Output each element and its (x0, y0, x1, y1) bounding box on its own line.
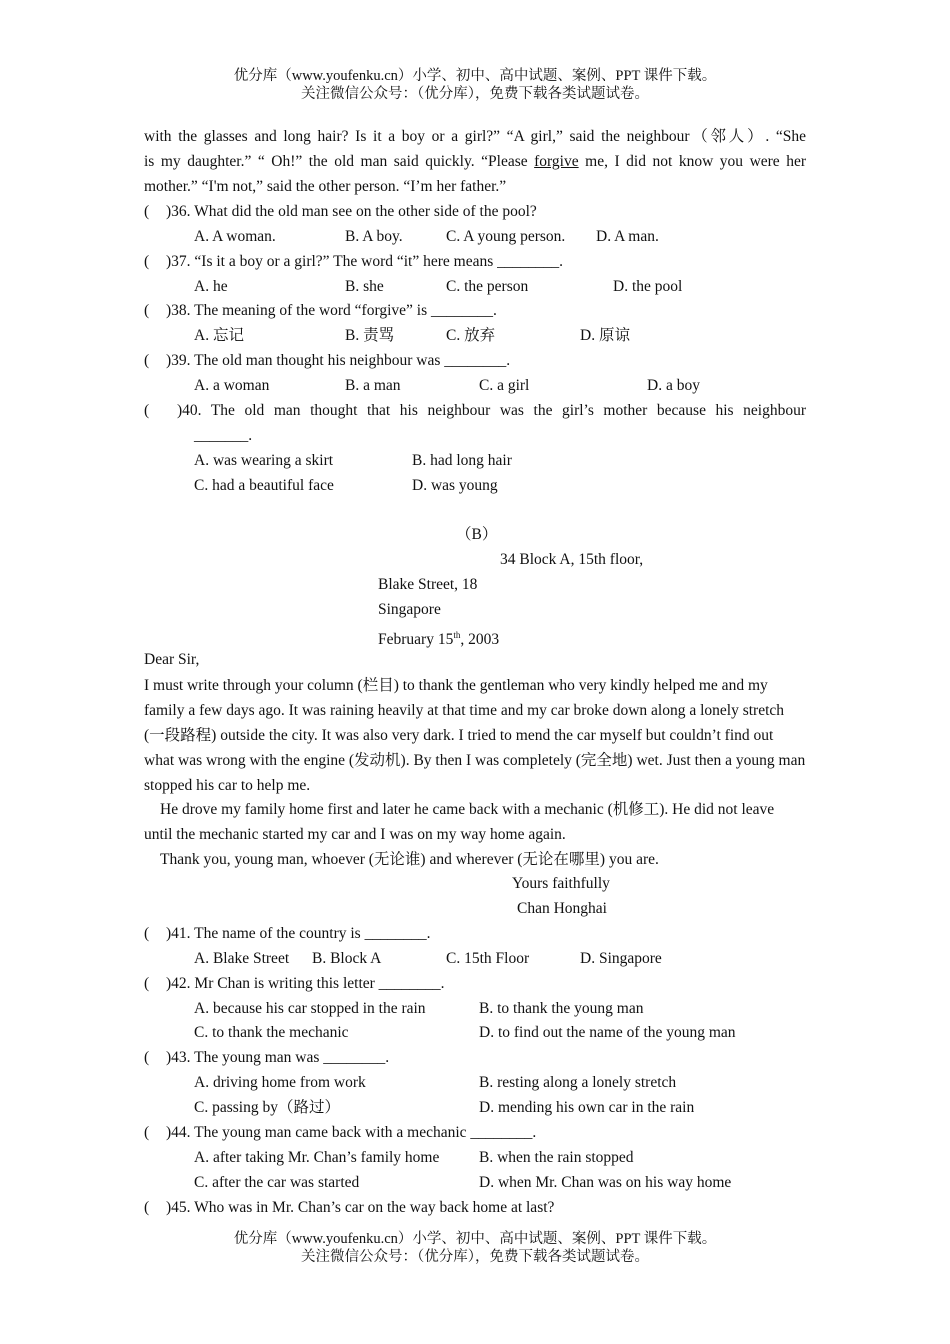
option-38-a: A. 忘记 (194, 327, 244, 344)
section-b-label: （B） (456, 526, 498, 543)
option-36-c: C. A young person. (446, 228, 566, 245)
question-stem: )41. The name of the country is ________. (166, 925, 431, 942)
option-39-a: A. a woman (194, 377, 270, 394)
passage-a-line-3: mother.” “I'm not,” said the other person. “I’m her father.” (144, 178, 507, 195)
question-stem: )42. Mr Chan is writing this letter ________. (166, 975, 445, 992)
option-44-d: D. when Mr. Chan was on his way home (479, 1174, 732, 1191)
address-line-1: 34 Block A, 15th floor, (500, 551, 644, 568)
option-39-c: C. a girl (479, 377, 530, 394)
letter-date (378, 624, 499, 651)
option-36-a: A. A woman. (194, 228, 276, 245)
salutation: Dear Sir, (144, 651, 200, 668)
option-37-c: C. the person (446, 278, 529, 295)
option-44-a: A. after taking Mr. Chan’s family home (194, 1149, 440, 1166)
address-line-2: Blake Street, 18 (378, 576, 478, 593)
question-stem: )39. The old man thought his neighbour was ________. (166, 352, 511, 369)
option-41-b: B. Block A (312, 950, 382, 967)
passage-a-line-1: with the glasses and long hair? Is it a boy or a girl?” “A girl,” said the neighbour（邻人）. “She (144, 128, 806, 145)
question-stem: )36. What did the old man see on the other side of the pool? (166, 203, 537, 220)
question-44 (144, 1122, 536, 1144)
passage-a-line-2 (144, 151, 806, 173)
letter-paragraph-2: He drove my family home first and later he came back with a mechanic (机修工). He did not leave until the mechanic started my car and I was on my way home again. (144, 801, 775, 843)
question-41 (144, 923, 430, 945)
header-line-1: 优分库（www.youfenku.cn）小学、初中、高中试题、案例、PPT 课件下载。 (233, 68, 717, 84)
date-year: , 2003 (460, 631, 500, 649)
option-43-a: A. driving home from work (194, 1074, 366, 1091)
answer-blank[interactable]: ( (144, 302, 150, 319)
footer-line-1: 优分库（www.youfenku.cn）小学、初中、高中试题、案例、PPT 课件下载。 (233, 1231, 717, 1247)
footer-line-2: 关注微信公众号：（优分库），免费下载各类试题试卷。 (301, 1249, 649, 1265)
option-38-c: C. 放弃 (446, 327, 496, 344)
option-40-a: A. was wearing a skirt (194, 452, 334, 469)
option-40-d: D. was young (412, 477, 498, 494)
answer-blank[interactable]: ( (144, 402, 150, 419)
question-stem: )38. The meaning of the word “forgive” is ________. (166, 302, 497, 319)
option-44-b: B. when the rain stopped (479, 1149, 634, 1166)
option-42-b: B. to thank the young man (479, 1000, 644, 1017)
header-line-2: 关注微信公众号：（优分库），免费下载各类试题试卷。 (301, 86, 649, 102)
question-45 (144, 1197, 554, 1219)
address-line-3: Singapore (378, 601, 441, 618)
option-38-d: D. 原谅 (580, 327, 630, 344)
letter-closing: Yours faithfully (512, 875, 610, 892)
question-37 (144, 251, 563, 273)
question-stem: )37. “Is it a boy or a girl?” The word “it” here means ________. (166, 253, 563, 270)
question-42 (144, 973, 445, 995)
option-42-c: C. to thank the mechanic (194, 1024, 349, 1041)
question-stem: )40. The old man thought that his neighbour was the girl’s mother because his neighbour (177, 402, 806, 419)
answer-blank[interactable]: ( (144, 253, 150, 270)
question-38 (144, 300, 497, 322)
question-43 (144, 1047, 389, 1069)
letter-paragraph-3: Thank you, young man, whoever (无论谁) and wherever (无论在哪里) you are. (160, 851, 659, 868)
page-header (0, 67, 950, 103)
underlined-word-forgive: forgive (534, 153, 579, 170)
option-43-c: C. passing by（路过） (194, 1099, 340, 1116)
option-38-b: B. 责骂 (345, 327, 395, 344)
option-41-d: D. Singapore (580, 950, 662, 967)
question-40 (144, 400, 806, 422)
answer-blank[interactable]: ( (144, 203, 150, 220)
answer-blank[interactable]: ( (144, 925, 150, 942)
option-42-d: D. to find out the name of the young man (479, 1024, 736, 1041)
date-main: February 15 (378, 631, 454, 649)
option-37-a: A. he (194, 278, 228, 295)
option-41-a: A. Blake Street (194, 950, 290, 967)
option-40-c: C. had a beautiful face (194, 477, 334, 494)
option-39-b: B. a man (345, 377, 401, 394)
letter-signature: Chan Honghai (517, 900, 607, 917)
question-39 (144, 350, 510, 372)
option-40-b: B. had long hair (412, 452, 512, 469)
page-footer (0, 1230, 950, 1266)
question-36 (144, 201, 537, 223)
question-40-blank: _______. (194, 427, 253, 444)
option-43-b: B. resting along a lonely stretch (479, 1074, 677, 1091)
passage-a-line-2-end: me, I did not know you were her (578, 153, 807, 170)
option-41-c: C. 15th Floor (446, 950, 530, 967)
answer-blank[interactable]: ( (144, 1049, 150, 1066)
question-stem: )43. The young man was ________. (166, 1049, 390, 1066)
option-37-b: B. she (345, 278, 384, 295)
option-44-c: C. after the car was started (194, 1174, 360, 1191)
option-42-a: A. because his car stopped in the rain (194, 1000, 426, 1017)
option-36-b: B. A boy. (345, 228, 403, 245)
answer-blank[interactable]: ( (144, 1199, 150, 1216)
question-stem: )45. Who was in Mr. Chan’s car on the way back home at last? (166, 1199, 555, 1216)
answer-blank[interactable]: ( (144, 975, 150, 992)
answer-blank[interactable]: ( (144, 352, 150, 369)
date-suffix: th (453, 630, 461, 640)
option-36-d: D. A man. (596, 228, 659, 245)
answer-blank[interactable]: ( (144, 1124, 150, 1141)
option-39-d: D. a boy (647, 377, 700, 394)
passage-a-line-2-start: is my daughter.” “ Oh!” the old man said quickly. “Please (144, 153, 535, 170)
option-43-d: D. mending his own car in the rain (479, 1099, 695, 1116)
question-stem: )44. The young man came back with a mechanic ________. (166, 1124, 537, 1141)
letter-paragraph-1: I must write through your column (栏目) to thank the gentleman who very kindly helped me and my family a few days ago. It was raining heavily at that time and my car broke down along a lonely stretch (一段路程) outside the city. It was also very dark. I tried to mend the car myself but couldn’t find out what was wrong with the engine (发动机). By then I was completely (完全地) wet. Just then a young man stopped his car to help me. (144, 677, 806, 794)
option-37-d: D. the pool (613, 278, 683, 295)
